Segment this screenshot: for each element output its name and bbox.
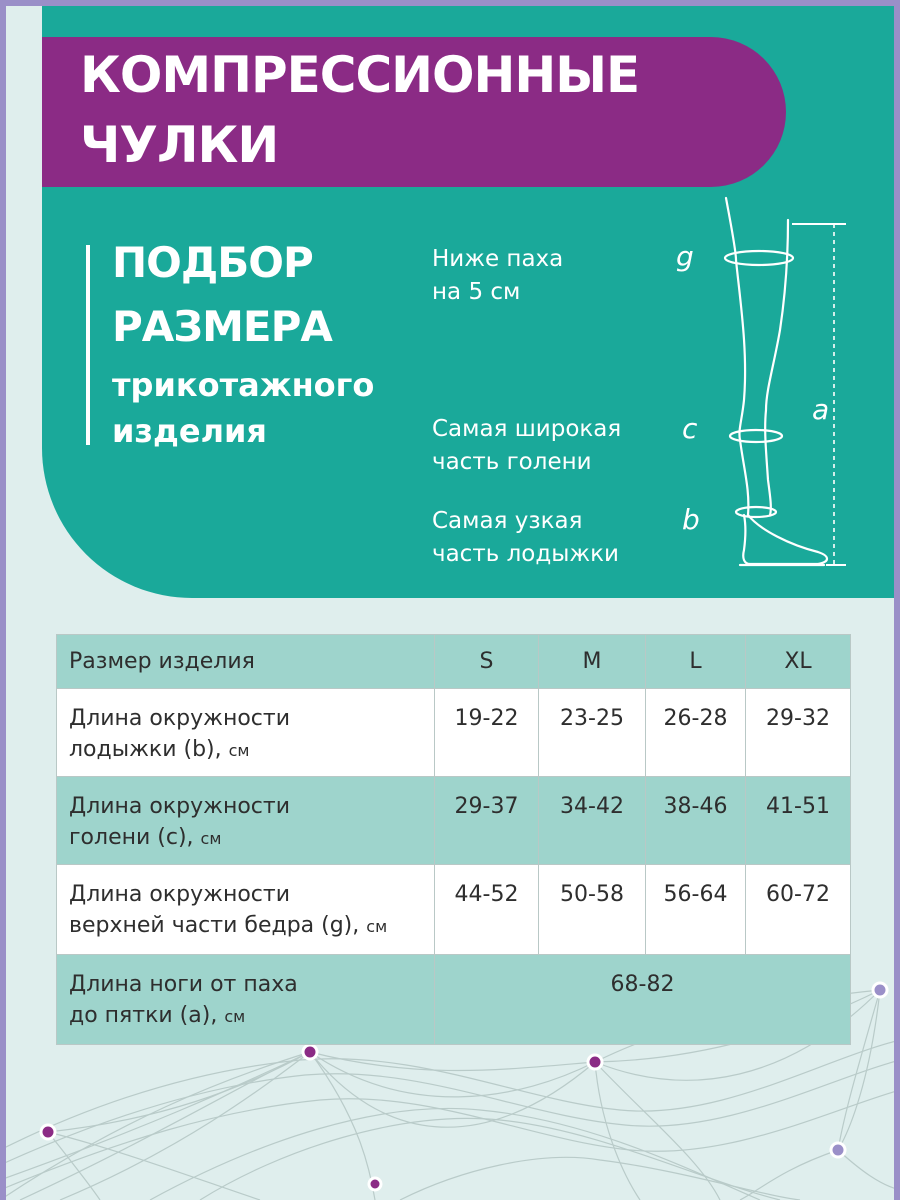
row-label-line1: Длина окружности (69, 882, 291, 907)
cell-value: 19-22 (435, 689, 539, 777)
header-size-l: L (646, 635, 746, 689)
letter-a: a (812, 393, 830, 426)
cell-value-all-sizes: 68-82 (435, 955, 851, 1045)
row-label-line2 (69, 822, 434, 854)
label-b-line1: Самая узкая (432, 508, 583, 534)
label-g-line1: Ниже паха (432, 246, 564, 272)
table-row-ankle (57, 689, 851, 777)
table-row-thigh (57, 865, 851, 955)
row-label-cell (57, 689, 435, 777)
row-label-cell (57, 955, 435, 1045)
row-label-cell (57, 777, 435, 865)
cell-value: 29-37 (435, 777, 539, 865)
subtitle-line1: ПОДБОР (112, 238, 313, 287)
page-title-line2: ЧУЛКИ (80, 116, 279, 174)
letter-g: g (676, 240, 694, 273)
cell-value: 38-46 (646, 777, 746, 865)
row-unit: см (200, 829, 222, 848)
table-row-calf (57, 777, 851, 865)
leg-diagram-icon (700, 190, 880, 580)
cell-value: 60-72 (746, 865, 851, 955)
label-c-line2: часть голени (432, 449, 592, 475)
header-size-xl: XL (746, 635, 851, 689)
cell-value: 44-52 (435, 865, 539, 955)
row-label-line1: Длина окружности (69, 706, 291, 731)
row-label-text: голени (c), (69, 825, 194, 850)
table-header-row (57, 635, 851, 689)
subtitle-line2: РАЗМЕРА (112, 302, 332, 351)
header-size-m: M (539, 635, 646, 689)
cell-value: 23-25 (539, 689, 646, 777)
subtitle-divider (86, 245, 90, 445)
row-label-line2 (69, 1000, 434, 1032)
row-unit: см (224, 1007, 246, 1026)
label-b-line2: часть лодыжки (432, 541, 619, 567)
row-label-line2 (69, 910, 434, 942)
letter-b: b (682, 503, 700, 536)
cell-value: 34-42 (539, 777, 646, 865)
table-row-leg-length (57, 955, 851, 1045)
label-c-line1: Самая широкая (432, 416, 622, 442)
subtitle-line3: трикотажного (112, 366, 375, 404)
row-label-text: лодыжки (b), (69, 737, 222, 762)
letter-c: c (682, 412, 698, 445)
label-b (432, 505, 619, 571)
cell-value: 29-32 (746, 689, 851, 777)
size-table (56, 634, 851, 1045)
cell-value: 41-51 (746, 777, 851, 865)
label-g-line2: на 5 см (432, 279, 521, 305)
row-unit: см (228, 741, 250, 760)
row-label-line1: Длина окружности (69, 794, 291, 819)
subtitle-line4: изделия (112, 412, 267, 450)
cell-value: 56-64 (646, 865, 746, 955)
row-label-text: до пятки (a), (69, 1003, 218, 1028)
cell-value: 50-58 (539, 865, 646, 955)
label-c (432, 413, 621, 479)
row-label-line2 (69, 734, 434, 766)
page-title-line1: КОМПРЕССИОННЫЕ (80, 46, 640, 104)
header-size-s: S (435, 635, 539, 689)
row-label-cell (57, 865, 435, 955)
row-label-text: верхней части бедра (g), (69, 913, 360, 938)
header-label-cell: Размер изделия (57, 635, 435, 689)
row-unit: см (366, 917, 388, 936)
label-g (432, 243, 563, 309)
row-label-line1: Длина ноги от паха (69, 972, 298, 997)
cell-value: 26-28 (646, 689, 746, 777)
